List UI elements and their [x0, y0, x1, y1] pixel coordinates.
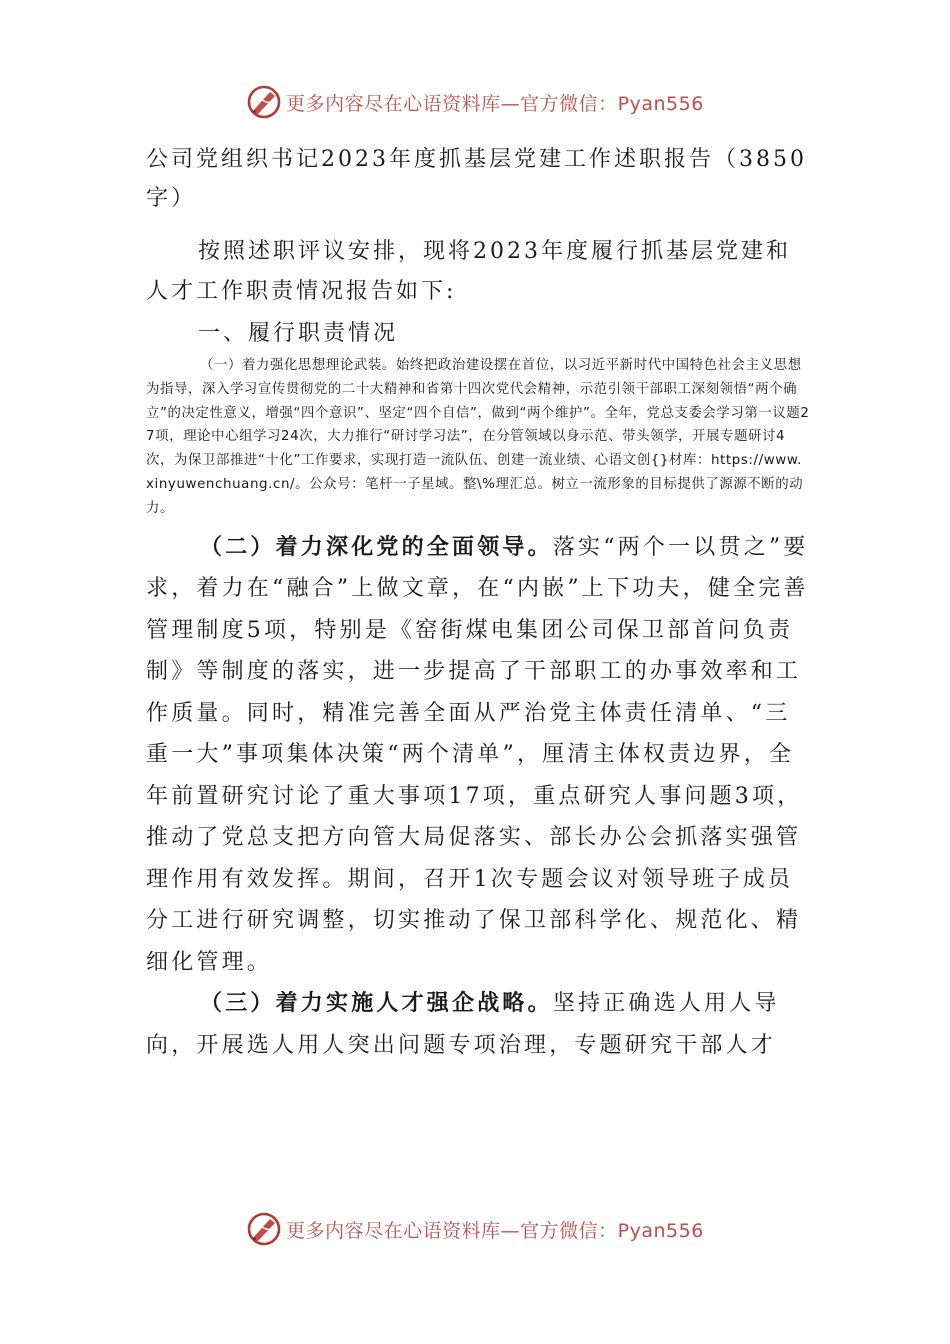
paragraph-3 — [146, 983, 810, 1066]
footer-banner — [0, 1207, 950, 1251]
section-heading: 一、履行职责情况 — [198, 321, 399, 346]
intro-paragraph: 按照述职评议安排，现将2023年度履行抓基层党建和人才工作职责情况报告如下: — [146, 239, 791, 304]
document-body — [146, 140, 810, 1066]
paragraph-2 — [146, 527, 810, 984]
header-banner-text: 更多内容尽在心语资料库—官方微信：Pyan556 — [286, 92, 704, 115]
document-title: 公司党组织书记2023年度抓基层党建工作述职报告（3850字） — [146, 147, 807, 211]
footer-banner-text: 更多内容尽在心语资料库—官方微信：Pyan556 — [286, 1219, 704, 1242]
paragraph-1: （一）着力强化思想理论武装。始终把政治建设摆在首位，以习近平新时代中国特色社会主义思想为指导，深入学习宣传贯彻党的二十大精神和省第十四次党代会精神，示范引领干部职工深刻领悟“两个确立”的决定性意义，增强“四个意识”、坚定“四个自信”，做到“两个维护”。全年，党总支委会学习第一议题27项，理论中心组学习24次，大力推行“研讨学习法”，在分管领域以身示范、带头领学，开展专题研讨4次，为保卫部推进“十化”工作要求，实现打造一流队伍、创建一流业绩、心语文创{}材库：https://www.xinyuwenchuang.cn/。公众号：笔杆一子星域。整\%理汇总。树立一流形象的目标提供了源源不断的动力。 — [146, 358, 810, 516]
paragraph-3-body: 坚持正确选人用人导向，开展选人用人突出问题专项治理，专题研究干部人才 — [146, 991, 780, 1058]
paragraph-2-body: 落实“两个一以贯之”要求，着力在“融合”上做文章，在“内嵌”上下功夫，健全完善管理制度5项，特别是《窑街煤电集团公司保卫部首问负责制》等制度的落实，进一步提高了干部职工的办事效率和工作质量。同时，精准完善全面从严治党主体责任清单、“三重一大”事项集体决策“两个清单”，厘清主体权责边界，全年前置研究讨论了重大事项17项，重点研究人事问题3项，推动了党总支把方向管大局促落实、部长办公会抓落实强管理作用有效发挥。期间，召开1次专题会议对领导班子成员分工进行研究调整，切实推动了保卫部科学化、规范化、精细化管理。 — [146, 534, 809, 975]
pen-logo-icon — [246, 1211, 282, 1247]
pen-logo-icon — [246, 84, 282, 120]
paragraph-2-lead: （二）着力深化党的全面领导。 — [200, 533, 553, 560]
header-banner — [0, 80, 950, 124]
paragraph-3-lead: （三）着力实施人才强企战略。 — [200, 990, 553, 1017]
